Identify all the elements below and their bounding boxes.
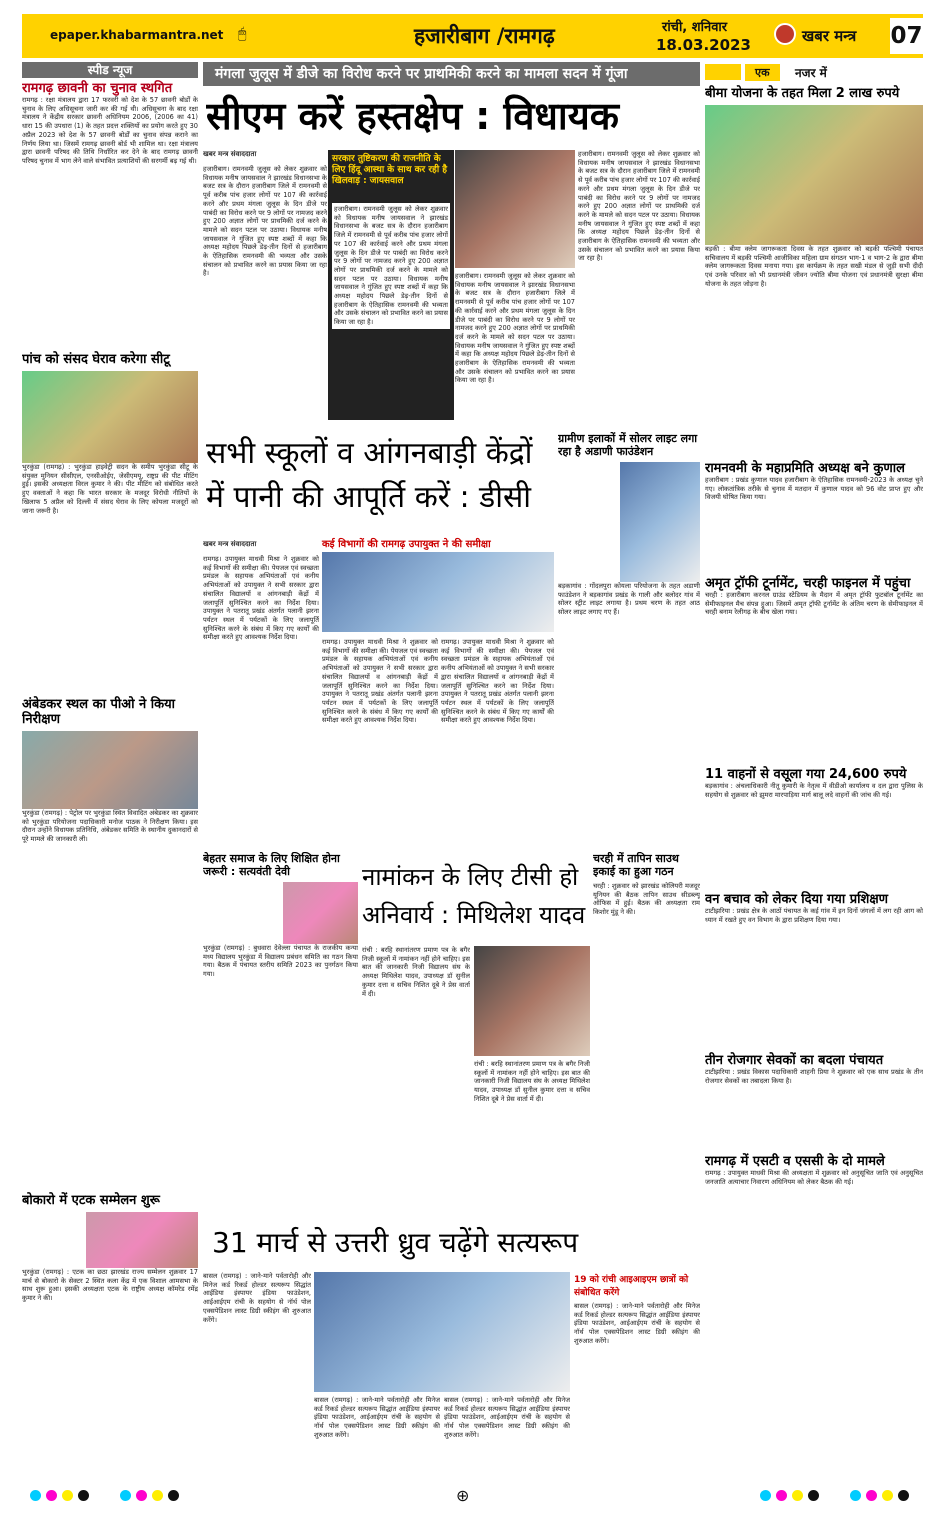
story-headline: रामगढ़ छावनी का चुनाव स्थगित [22,81,173,96]
story-headline: बीमा योजना के तहत मिला 2 लाख रुपये [705,86,900,101]
issue-date: 18.03.2023 [656,36,751,54]
solar-body: बड़कागांव : गोंदलपुरा कोयला परियोजना के तहत अडाणी फाउंडेशन ने बड़कागांव प्रखंड के गाली और बलोदर गांव में सोलर स्ट्रीट लाइट लगाया है। प्रथम चरण के तहत आठ सोलर लाइट लगाए गए हैं। [558,582,700,617]
story-headline: 11 वाहनों से वसूला गया 24,600 रुपये [705,767,907,782]
lead-col-1 [203,150,327,420]
union-story [593,852,700,1212]
logo-icon [774,23,796,45]
story6-col-2 [314,1396,440,1482]
story3-body-cont: रांची : बरहि स्थानांतरण प्रमाण पत्र के बगैर निजी स्कूलों में नामांकन नहीं होने चाहिए। इस बात की जानकारी निजी विद्यालय संघ के अध्यक्ष मिथिलेश यादव, उपाध्यक्ष डॉ सुनील कुमार दत्ता व सचिव निशित दूबे ने प्रेस वार्ता में दी। [474,1060,590,1103]
story-headline: रामगढ़ में एसटी व एससी के दो मामले [705,1154,885,1169]
site-url[interactable]: epaper.khabarmantra.net [50,28,224,42]
section-label: स्पीड न्यूज [22,62,198,78]
lead-body-cont: हजारीबाग। रामनवमी जुलूस को लेकर शुक्रवार को विधायक मनीष जायसवाल ने झारखंड विधानसभा के बजट सत्र के दौरान हजारीबाग जिले में रामनवमी से पूर्व करीब पांच हजार लोगों पर 107 की कार्रवाई करने और प्रथम मंगला जुलूस के दिन डीजे पर पाबंदी का विरोध करने पर 9 लोगों पर नामजद करने हुए 200 अज्ञात लोगों पर प्राथमिकी दर्ज करने के मामले को सदन पटल पर उठाया। विधायक मनीष जायसवाल ने गुंजित हुए स्पष्ट शब्दों में कहा कि अध्यक्ष महोदय पिछले डेढ़-तीन दिनों से हजारीबाग के ऐतिहासिक रामनवमी की भव्यता और उसके संचालन को प्रभावित करने का प्रयास किया जा रहा है। [455,272,575,385]
right-column [705,62,923,1482]
registration-mark-icon: ⊕ [456,1486,470,1505]
story-headline: ग्रामीण इलाकों में सोलर लाइट लगा रहा है अडाणी फाउंडेशन [558,432,698,458]
story-body: बड़कागांव : अंचलाधिकारी नीतू कुमारी के नेतृत्व में वीडीओ कार्यालय व दल द्वारा पुलिस के सहयोग से शुक्रवार को झुमरा मारपाड़िया मार्ग बालू लदे वाहनों की जांच की गई। [705,782,923,799]
story-body: भुरकुंडा (रामगढ़) : भुरकुंडा हाइवेट्री सदन के समीप भुरकुंडा सीटू के संयुक्त मुनियन सीसीएल, एनसीओईए, जेसीएमयू, राष्ट्रप्र की पीट मीटिंग हुई। इसकी अध्यक्षता विरल कुमार ने की। पीट मीटिंग को संबोधित करते हुए वक्ताओं ने कहा कि भारत सरकार के मजदूर विरोधी नीतियों के खिलाफ 5 अप्रैल को दिल्ली में संसद घेराव के लिए कोयला मजदूरों को जाना जरूरी है। [22,463,198,515]
story-body: टाटीझरिया : प्रखंड क्षेत्र के आठों पंचायत के कई गांव में इन दिनों जंगलों में लग रही आग को ध्यान में रखते हुए वन विभाग के द्वारा प्रशिक्षण दिया गया। [705,907,923,924]
story3-col-1 [362,946,470,1212]
tag-right: नजर में [795,66,827,80]
lead-body-cont: हजारीबाग। रामनवमी जुलूस को लेकर शुक्रवार को विधायक मनीष जायसवाल ने झारखंड विधानसभा के बजट सत्र के दौरान हजारीबाग जिले में रामनवमी से पूर्व करीब पांच हजार लोगों पर 107 की कार्रवाई करने और प्रथम मंगला जुलूस के दिन डीजे पर पाबंदी का विरोध करने पर 9 लोगों पर नामजद करने हुए 200 अज्ञात लोगों पर प्राथमिकी दर्ज करने के मामले को सदन पटल पर उठाया। विधायक मनीष जायसवाल ने गुंजित हुए स्पष्ट शब्दों में कहा कि अध्यक्ष महोदय पिछले डेढ़-तीन दिनों से हजारीबाग के ऐतिहासिक रामनवमी की भव्यता और उसके संचालन को प्रभावित करने का प्रयास किया जा रहा है। [578,150,700,263]
story-headline: चरही में तापिन साउथ इकाई का हुआ गठन [593,852,679,878]
story-headline: अंबेडकर स्थल का पीओ ने किया निरीक्षण [22,697,176,727]
story-headline: अमृत ट्रॉफी टूर्नामेंट, चरही फाइनल में पहुंचा [705,576,911,591]
story-headline-north-pole: 31 मार्च से उत्तरी ध्रुव चढ़ेंगे सत्यरूप [212,1226,579,1259]
story-headline: बोकारो में एटक सम्मेलन शुरू [22,1193,160,1208]
story6-body-cont: बासल (रामगढ़) : जाने-माने पर्वतारोही और मिनेज कर्ड रिकर्ड होल्डर सत्यरूप सिद्धांत आईडिया इंस्पायर इंडिया फाउंडेशन, आईआईएम रांची के सहयोग से नॉर्थ पोल एक्सपेडिशन लास्ट डिग्री स्कीइंग की शुरुआत करेंगे। [574,1302,700,1345]
story6-subhead: 19 को रांची आइआइएम छात्रों को संबोधित करेंगे [574,1275,689,1298]
page-number: 07 [890,18,923,54]
photo-solar-light [620,462,700,582]
photo-rally [22,371,198,463]
story-headline: पांच को संसद घेराव करेगा सीटू [22,352,170,367]
left-column [22,62,198,1482]
photo-mla [455,150,575,268]
lead-body-cont: हजारीबाग। रामनवमी जुलूस को लेकर शुक्रवार को विधायक मनीष जायसवाल ने झारखंड विधानसभा के बजट सत्र के दौरान हजारीबाग जिले में रामनवमी से पूर्व करीब पांच हजार लोगों पर 107 की कार्रवाई करने और प्रथम मंगला जुलूस के दिन डीजे पर पाबंदी का विरोध करने पर 9 लोगों पर नामजद करने हुए 200 अज्ञात लोगों पर प्राथमिकी दर्ज करने के मामले को सदन पटल पर उठाया। विधायक मनीष जायसवाल ने गुंजित हुए स्पष्ट शब्दों में कहा कि अध्यक्ष महोदय पिछले डेढ़-तीन दिनों से हजारीबाग के ऐतिहासिक रामनवमी की भव्यता और उसके संचालन को प्रभावित करने का प्रयास किया जा रहा है। [332,203,450,329]
top-banner: मंगला जुलूस में डीजे का विरोध करने पर प्राथमिकी करने का मामला सदन में गूंजा [203,62,700,86]
lead-quote-box [328,150,454,420]
story-headline: वन बचाव को लेकर दिया गया प्रशिक्षण [705,892,889,907]
tag-left: एक [745,64,780,81]
masthead [22,14,923,58]
story6-body-cont: बासल (रामगढ़) : जाने-माने पर्वतारोही और मिनेज कर्ड रिकर्ड होल्डर सत्यरूप सिद्धांत आईडिया इंस्पायर इंडिया फाउंडेशन, आईआईएम रांची के सहयोग से नॉर्थ पोल एक्सपेडिशन लास्ट डिग्री स्कीइंग की शुरुआत करेंगे। [444,1396,570,1439]
lead-col-4 [578,150,700,420]
lead-quote: सरकार तुष्टिकरण की राजनीति के लिए हिंदू आस्था के साथ कर रही है खिलवाड़ : जायसवाल [332,154,448,186]
story6-col-3 [444,1396,570,1482]
story-headline: बेहतर समाज के लिए शिक्षित होना जरूरी : सत्यवंती देवी [203,852,340,878]
education-story [203,852,358,1212]
lead-body: हजारीबाग। रामनवमी जुलूस को लेकर शुक्रवार को विधायक मनीष जायसवाल ने झारखंड विधानसभा के बजट सत्र के दौरान हजारीबाग जिले में रामनवमी से पूर्व करीब पांच हजार लोगों पर 107 की कार्रवाई करने और प्रथम मंगला जुलूस के दिन डीजे पर पाबंदी का विरोध करने पर 9 लोगों पर नामजद करने हुए 200 अज्ञात लोगों पर प्राथमिकी दर्ज करने के मामले को सदन पटल पर उठाया। विधायक मनीष जायसवाल ने गुंजित हुए स्पष्ट शब्दों में कहा कि अध्यक्ष महोदय पिछले डेढ़-तीन दिनों से हजारीबाग के ऐतिहासिक रामनवमी की भव्यता और उसके संचालन को प्रभावित करने का प्रयास किया जा रहा है। [203,165,327,278]
story-body: हजारीबाग : प्रखंड कुणाल यादव हजारीबाग के ऐतिहासिक रामनवमी-2023 के अध्यक्ष चुने गए। लोकतांत्रिक तरीके से चुनाव में मतदान में कुणाल यादव को 96 वोट प्राप्त हुए और विजयी घोषित किया गया। [705,476,923,502]
story6-body-cont: बासल (रामगढ़) : जाने-माने पर्वतारोही और मिनेज कर्ड रिकर्ड होल्डर सत्यरूप सिद्धांत आईडिया इंस्पायर इंडिया फाउंडेशन, आईआईएम रांची के सहयोग से नॉर्थ पोल एक्सपेडिशन लास्ट डिग्री स्कीइंग की शुरुआत करेंगे। [314,1396,440,1439]
story2-col-1 [203,540,319,840]
story2-col-3 [441,638,554,838]
story-body: रामगढ़ : उपायुक्त माधवी मिश्रा की अध्यक्षता में शुक्रवार को अनुसूचित जाति एवं अनुसूचित जनजाति अत्याचार निवारण अधिनियम को लेकर बैठक की गई। [705,1169,923,1186]
story2-col-2 [322,638,438,838]
story6-col-4 [574,1272,700,1482]
story-body: बड़की : बीमा क्लेम जागरूकता दिवस के तहत शुक्रवार को बड़की पश्चिमी पंचायत सचिवालय में बड़की पश्चिमी आजीविका महिला ग्राम संगठन भाग-1 व भाग-2 के द्वारा बीमा क्लेम जागरूकता दिवस मनाया गया। इस कार्यक्रम के तहत सखी मंडल से जुड़ी सभी दीदी एवं उनके परिवार को भी प्रधानमंत्री जीवन ज्योति बीमा योजना एवं प्रधानमंत्री सुरक्षा बीमा योजना के तहत जोड़ना है। [705,245,923,288]
story3-body: रांची : बरहि स्थानांतरण प्रमाण पत्र के बगैर निजी स्कूलों में नामांकन नहीं होने चाहिए। इस बात की जानकारी निजी विद्यालय संघ के अध्यक्ष मिथिलेश यादव, उपाध्यक्ष डॉ सुनील कुमार दत्ता व सचिव निशित दूबे ने प्रेस वार्ता में दी। [362,946,470,998]
story3-col-2 [474,1060,590,1212]
ek-nazar-label [705,62,923,82]
story-headline: रामनवमी के महाप्रमिति अध्यक्ष बने कुणाल [705,461,905,476]
edition-title: हजारीबाग /रामगढ़ [414,24,555,48]
city-day: रांची, शनिवार [662,20,728,35]
story2-body-cont: रामगढ़। उपायुक्त माधवी मिश्रा ने शुक्रवार को कई विभागों की समीक्षा की। पेयजल एवं स्वच्छता प्रमंडल के सहायक अभियंताओं एवं कनीय अभियंताओं को उपायुक्त ने सभी सरकार द्वारा संचालित विद्यालयों व आंगनबाड़ी केंद्रों में जलापूर्ति सुनिश्चित करने का निर्देश दिया। उपायुक्त ने पतरातू प्रखंड अंतर्गत पलानी झरना पर्यटन स्थल में पर्यटकों के लिए जलापूर्ति सुनिश्चित करने के संबंध में किए गए कार्यों की समीक्षा करते हुए आवश्यक निर्देश दिया। [322,638,438,725]
photo-mithilesh [474,946,590,1056]
lead-headline: सीएम करें हस्तक्षेप : विधायक [206,94,619,138]
story6-body: बासल (रामगढ़) : जाने-माने पर्वतारोही और मिनेज कर्ड रिकर्ड होल्डर सत्यरूप सिद्धांत आईडिया इंस्पायर इंडिया फाउंडेशन, आईआईएम रांची के सहयोग से नॉर्थ पोल एक्सपेडिशन लास्ट डिग्री स्कीइंग की शुरुआत करेंगे। [203,1272,311,1324]
cursor-icon: 🖱 [238,26,247,42]
story-body: रामगढ़ : रक्षा मंत्रालय द्वारा 17 फरवरी को देश के 57 छावनी बोर्डों के चुनाव के लिए अधिसूचना जारी कर की गई थी। अधिसूचना के बाद रक्षा मंत्रालय ने केंद्रीय सरकार छावनी अधिनियम 2006, (2006 का 41) धारा 15 की उपधारा (1) के तहत प्रदत्त शक्तियों का प्रयोग करते हुए 30 अप्रैल 2023 को देश के 57 छावनी बोर्डों का चुनाव संपन्न कराने का निर्णय लिया था। जिसमें रामगढ़ छावनी बोर्ड भी शामिल था। रक्षा मंत्रालय द्वारा छावनी परिषद की तिथि निर्धारित कर देने के बाद रामगढ़ छावनी परिषद चुनाव में भाग लेने वाले संभावित प्रत्याशियों की सरगर्मी बढ़ गई थी। [22,96,198,165]
photo-insurance-event [705,105,923,245]
label-icon-swatch [705,64,741,80]
story-body: टाटीझरिया : प्रखंड विकास पदाधिकारी शाहनी प्रिया ने शुक्रवार को एक साथ प्रखंड के तीन रोजगार सेवकों का तबादला किया है। [705,1068,923,1085]
byline: खबर मन्त्र संवाददाता [203,540,257,548]
lead-col-3 [455,272,575,420]
photo-mountaineer [314,1272,570,1392]
story-body: भुरकुंडा (रामगढ़) : एटक का छठा झारखंड राज्य सम्मेलन शुक्रवार 17 मार्च से बोकारो के सेक्टर 2 स्थित कला केंद्र में एक विशाल आमसभा के साथ शुरू हुआ। इसकी अध्यक्षता एटक के राष्ट्रीय अध्यक्ष कॉमरेड रमेंद्र कुमार ने की। [22,1268,198,1303]
story-body: भुरकुंडा (रामगढ़) : पेट्रोल पर भुरकुंडा स्थित विवादित अंबेडकर का शुक्रवार को भुरकुंडा परियोजना पदाधिकारी मनोज पाठक ने निरीक्षण किया। इस दौरान उन्होंने विधायक प्रतिनिधि, अंबेडकर समिति के स्थानीय दुकानदारों से पूरे मामले की जानकारी ली। [22,809,198,844]
story6-col-1 [203,1272,311,1482]
story5-body: चरही : शुक्रवार को झारखंड कोलियरी मजदूर यूनियन की बैठक तापिन साउथ सीडब्ल्यू ऑफिस में हुई। बैठक की अध्यक्षता राम किशोर मुंडू ने की। [593,882,700,917]
byline: खबर मन्त्र संवाददाता [203,150,257,158]
story-headline-schools: सभी स्कूलों व आंगनबाड़ी केंद्रों में पानी की आपूर्ति करें : डीसी [206,436,533,515]
story-body: चरही : हजारीबाग करनल ग्राउंड स्टेडियम के मैदान में अमृत ट्रॉफी फुटबॉल टूर्नामेंट का सेमीफाइनल मैच संपन्न हुआ। जिसमें अमृत ट्रॉफी टूर्नामेंट के अंतिम चरण के सेमीफाइनल में चरही बनाम रेलीगढ़ के बीच खेला गया। [705,591,923,617]
story4-body: भुरकुंडा (रामगढ़) : बुधवारा देवेल्ला पंचायत के राजकीय कन्या मध्य विद्यालय भुरकुंडा में विद्यालय प्रबंधन समिति का गठन किया गया। बैठक में पंचायत स्तरीय समिति 2023 का पुनर्गठन किया गया। [203,944,358,979]
photo-school-meeting [283,882,358,944]
story2-body: रामगढ़। उपायुक्त माधवी मिश्रा ने शुक्रवार को कई विभागों की समीक्षा की। पेयजल एवं स्वच्छता प्रमंडल के सहायक अभियंताओं एवं कनीय अभियंताओं को उपायुक्त ने सभी सरकार द्वारा संचालित विद्यालयों व आंगनबाड़ी केंद्रों में जलापूर्ति सुनिश्चित करने का निर्देश दिया। उपायुक्त ने पतरातू प्रखंड अंतर्गत पलानी झरना पर्यटन स्थल में पर्यटकों के लिए जलापूर्ति सुनिश्चित करने के संबंध में किए गए कार्यों की समीक्षा करते हुए आवश्यक निर्देश दिया। [203,555,319,642]
photo-review-meeting [322,552,554,632]
brand-name: खबर मन्त्र [802,27,857,45]
story2-subhead: कई विभागों की रामगढ़ उपायुक्त ने की समीक्षा [322,539,491,550]
story-headline: तीन रोजगार सेवकों का बदला पंचायत [705,1053,884,1068]
solar-story [558,432,700,840]
story-headline-tc: नामांकन के लिए टीसी हो अनिवार्य : मिथिलेश यादव [362,863,586,929]
photo-inspection [22,731,198,809]
story2-body-cont: रामगढ़। उपायुक्त माधवी मिश्रा ने शुक्रवार को कई विभागों की समीक्षा की। पेयजल एवं स्वच्छता प्रमंडल के सहायक अभियंताओं एवं कनीय अभियंताओं को उपायुक्त ने सभी सरकार द्वारा संचालित विद्यालयों व आंगनबाड़ी केंद्रों में जलापूर्ति सुनिश्चित करने का निर्देश दिया। उपायुक्त ने पतरातू प्रखंड अंतर्गत पलानी झरना पर्यटन स्थल में पर्यटकों के लिए जलापूर्ति सुनिश्चित करने के संबंध में किए गए कार्यों की समीक्षा करते हुए आवश्यक निर्देश दिया। [441,638,554,725]
photo-conference [86,1212,198,1268]
